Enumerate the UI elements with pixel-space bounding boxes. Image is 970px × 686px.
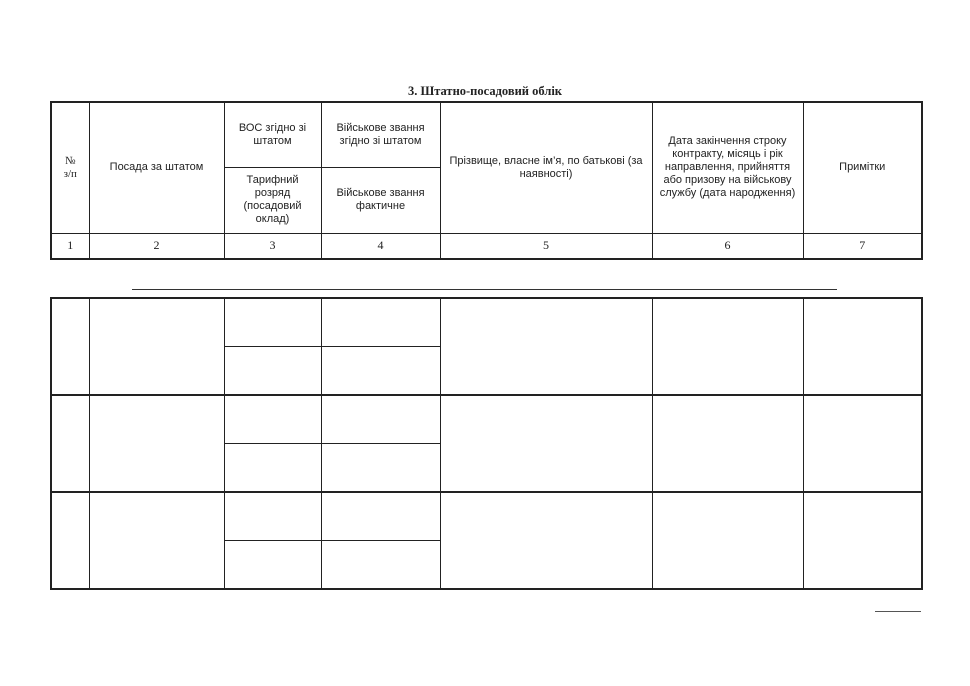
entry-number-cell[interactable] — [51, 492, 89, 589]
col-rank-actual-header: Військове звання фактичне — [321, 167, 440, 233]
col-rank-staff-header: Військове звання згідно зі штатом — [321, 102, 440, 167]
number-abbr: з/п — [63, 167, 77, 180]
entry-number-cell[interactable] — [51, 298, 89, 395]
entry-rank-actual-cell[interactable] — [321, 347, 440, 396]
entry-position-cell[interactable] — [89, 492, 224, 589]
entry-number-cell[interactable] — [51, 395, 89, 492]
column-number: 4 — [321, 233, 440, 259]
entry-vos-cell[interactable] — [224, 492, 321, 541]
entry-notes-cell[interactable] — [803, 492, 922, 589]
entry-name-cell[interactable] — [440, 298, 652, 395]
header-table — [50, 101, 923, 260]
column-number: 3 — [224, 233, 321, 259]
entry-tariff-cell[interactable] — [224, 541, 321, 590]
entry-notes-cell[interactable] — [803, 395, 922, 492]
entry-rank-staff-cell[interactable] — [321, 492, 440, 541]
entry-name-cell[interactable] — [440, 395, 652, 492]
entry-notes-cell[interactable] — [803, 298, 922, 395]
number-sign: № — [65, 154, 76, 167]
col-vos-header: ВОС згідно зі штатом — [224, 102, 321, 167]
entry-rank-staff-cell[interactable] — [321, 298, 440, 347]
page-footer-line — [875, 611, 921, 612]
column-number: 7 — [803, 233, 922, 259]
col-number-header — [51, 102, 89, 233]
entries-table — [50, 297, 923, 590]
entry-tariff-cell[interactable] — [224, 444, 321, 493]
column-number: 5 — [440, 233, 652, 259]
col-name-header: Прізвище, власне ім’я, по батькові (за наявності) — [440, 102, 652, 233]
col-contract-date-header: Дата закінчення строку контракту, місяць і рік направлення, прийняття або призову на військову службу (дата народження) — [652, 102, 803, 233]
col-tariff-header: Тарифний розряд (посадовий оклад) — [224, 167, 321, 233]
column-number: 2 — [89, 233, 224, 259]
separator-line — [132, 289, 837, 290]
entry-contract-date-cell[interactable] — [652, 492, 803, 589]
entry-vos-cell[interactable] — [224, 395, 321, 444]
entry-rank-staff-cell[interactable] — [321, 395, 440, 444]
col-position-header: Посада за штатом — [89, 102, 224, 233]
column-number: 1 — [51, 233, 89, 259]
entry-tariff-cell[interactable] — [224, 347, 321, 396]
entry-rank-actual-cell[interactable] — [321, 444, 440, 493]
col-notes-header: Примітки — [803, 102, 922, 233]
entry-rank-actual-cell[interactable] — [321, 541, 440, 590]
entry-vos-cell[interactable] — [224, 298, 321, 347]
entry-name-cell[interactable] — [440, 492, 652, 589]
entry-position-cell[interactable] — [89, 298, 224, 395]
entry-position-cell[interactable] — [89, 395, 224, 492]
entry-contract-date-cell[interactable] — [652, 298, 803, 395]
section-title: 3. Штатно-посадовий облік — [407, 84, 563, 98]
entry-contract-date-cell[interactable] — [652, 395, 803, 492]
column-number: 6 — [652, 233, 803, 259]
